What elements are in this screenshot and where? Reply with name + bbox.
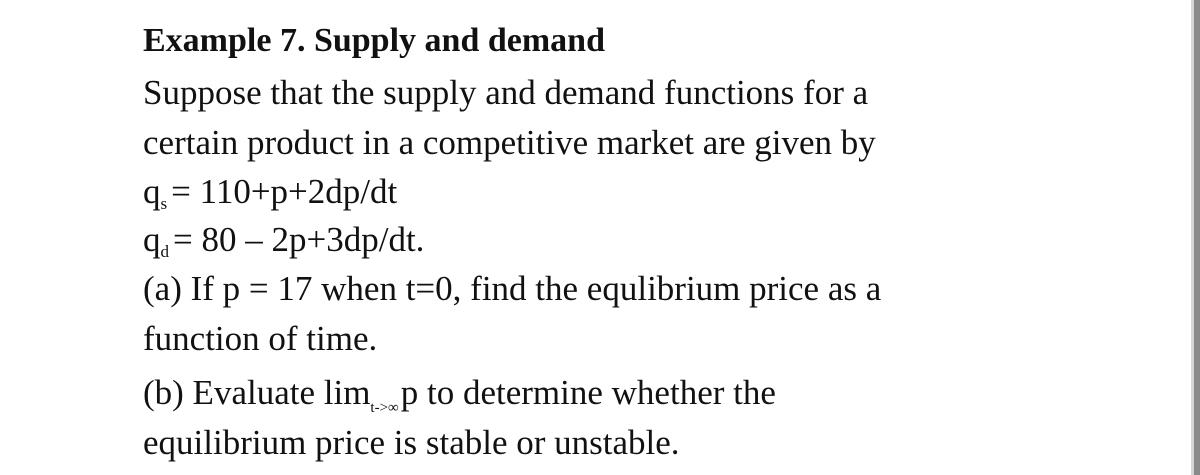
part-b-line-2: equilibrium price is stable or unstable. [143,423,680,462]
intro-line-2: certain product in a competitive market are given by [143,123,876,162]
part-b-line-1 [143,368,1163,418]
demand-rhs: = 80 – 2p+3dp/dt. [173,220,425,259]
demand-subscript: d [160,242,169,261]
supply-subscript: s [160,194,168,213]
supply-rhs: = 110+p+2dp/dt [171,172,398,211]
supply-variable: q [143,172,161,211]
part-b-prefix: (b) Evaluate lim [143,373,371,412]
part-b-suffix: p to determine whether the [400,373,776,412]
part-a-line-2: function of time. [143,319,378,358]
demand-variable: q [143,220,161,259]
supply-equation [143,168,1163,216]
intro-line-1: Suppose that the supply and demand functions for a [143,73,869,112]
limit-subscript: t->∞ [370,400,399,416]
problem-text [143,14,1163,468]
page-edge-border [1194,0,1200,475]
example-title: Example 7. Supply and demand [143,22,605,59]
demand-equation [143,216,1163,264]
part-a-line-1: (a) If p = 17 when t=0, find the equlibrium price as a [143,269,882,308]
